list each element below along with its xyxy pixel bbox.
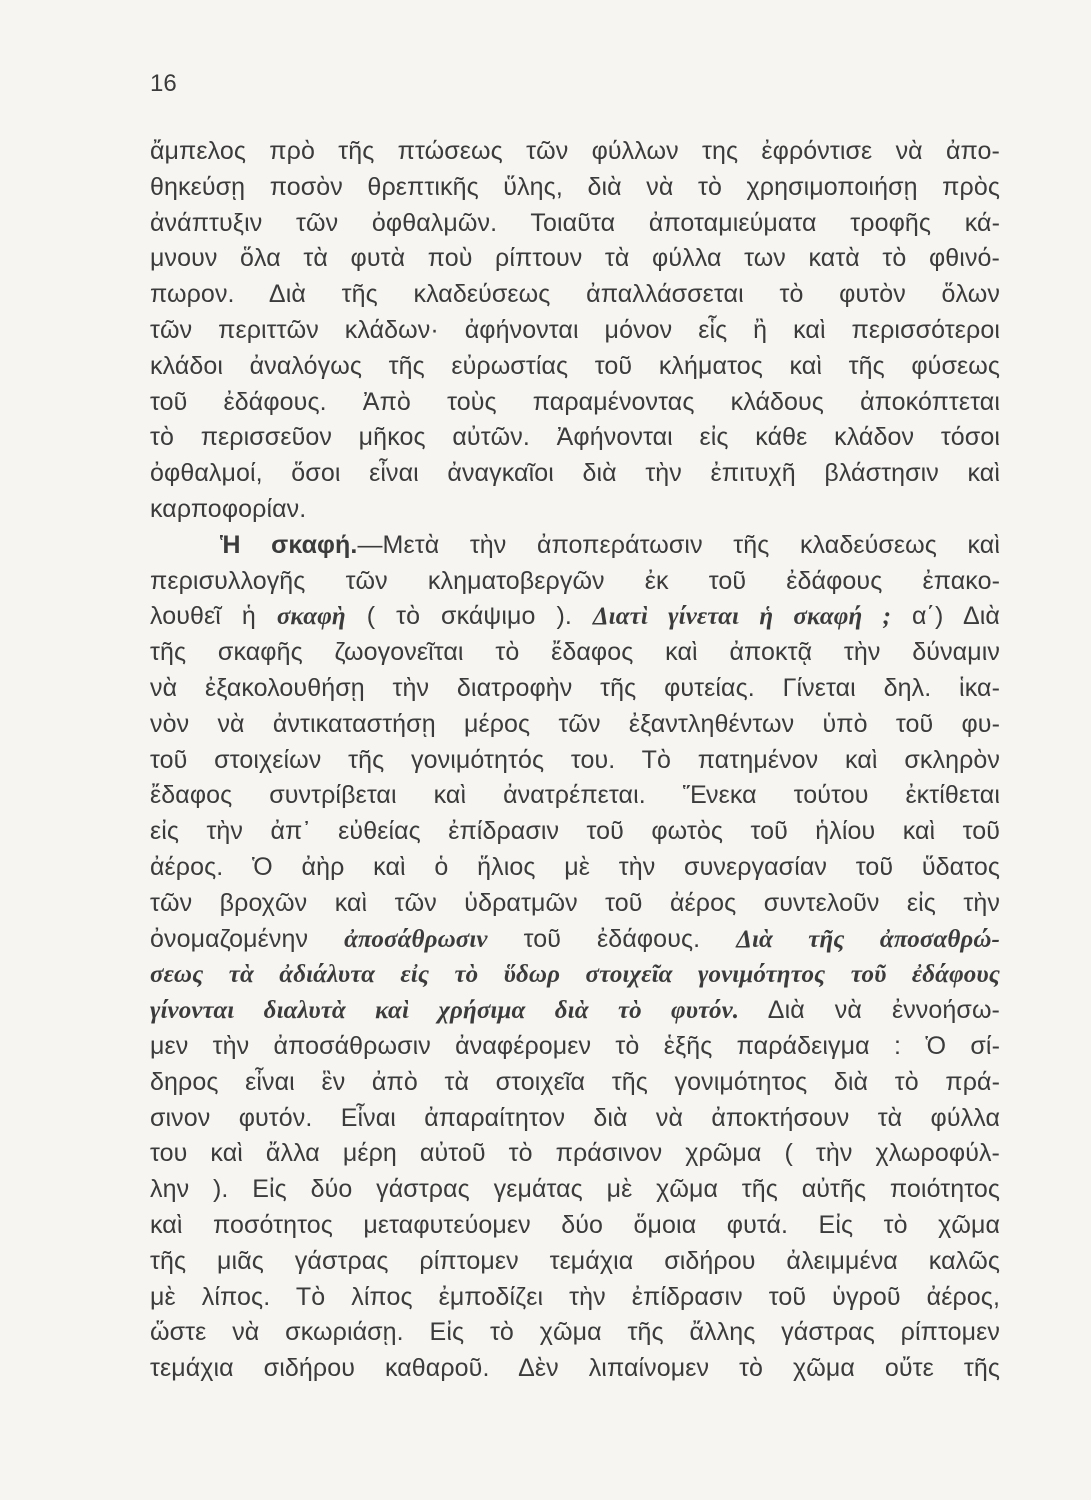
text-run: α΄) Διὰ	[891, 602, 1000, 631]
text-run: ὥστε νὰ σκωριάσῃ. Εἰς τὸ χῶμα τῆς ἄλλης γάστρας ρίπτομεν	[150, 1318, 1000, 1347]
text-run: καὶ ποσότητος μεταφυτεύομεν δύο ὅμοια φυτά. Εἰς τὸ χῶμα	[150, 1210, 1000, 1239]
text-run: τῆς σκαφῆς ζωογονεῖται τὸ ἔδαφος καὶ ἀποκτᾷ τὴν δύναμιν	[150, 638, 1000, 667]
text-line	[150, 134, 1000, 170]
text-line	[150, 492, 1000, 528]
text-run: τοῦ ἐδάφους.	[487, 924, 737, 953]
text-run: εἰς τὴν ἀπ᾽ εὐθείας ἐπίδρασιν τοῦ φωτὸς τοῦ ἡλίου καὶ τοῦ	[150, 817, 1000, 846]
text-run: ἄμπελος πρὸ τῆς πτώσεως τῶν φύλλων της ἐφρόντισε νὰ ἀπο-	[150, 137, 1000, 165]
text-line	[150, 1101, 1000, 1137]
text-line	[150, 814, 1000, 850]
text-line	[150, 564, 1000, 600]
text-line	[150, 170, 1000, 206]
text-line	[150, 420, 1000, 456]
text-line	[150, 1315, 1000, 1351]
text-run: δηρος εἶναι ἓν ἀπὸ τὰ στοιχεῖα τῆς γονιμότητος διὰ τὸ πρά-	[150, 1067, 1000, 1096]
text-line	[150, 1136, 1000, 1172]
text-line	[150, 349, 1000, 385]
text-line	[150, 635, 1000, 671]
text-line	[150, 778, 1000, 814]
text-line	[150, 456, 1000, 492]
emphasis-run: σκαφὴ	[276, 603, 346, 631]
emphasis-run: ἀποσάθρωσιν	[344, 925, 488, 953]
text-line	[150, 671, 1000, 707]
text-run: νὸν νὰ ἀντικαταστήσῃ μέρος τῶν ἐξαντληθέντων ὑπὸ τοῦ φυ-	[150, 709, 1000, 738]
text-run: θηκεύσῃ ποσὸν θρεπτικῆς ὕλης, διὰ νὰ τὸ χρησιμοποιήσῃ πρὸς	[150, 172, 1000, 201]
text-run: σινον φυτόν. Εἶναι ἀπαραίτητον διὰ νὰ ἀποκτήσουν τὰ φύλλα	[150, 1103, 1000, 1132]
text-line	[150, 528, 1000, 564]
text-line	[150, 1172, 1000, 1208]
text-line	[150, 277, 1000, 313]
text-line	[150, 1244, 1000, 1280]
text-line	[150, 1280, 1000, 1316]
section-heading: Ἡ σκαφή.	[220, 530, 358, 559]
body-text	[150, 134, 1000, 1387]
text-line	[150, 1065, 1000, 1101]
text-run: νὰ ἐξακολουθήσῃ τὴν διατροφὴν τῆς φυτείας. Γίνεται δηλ. ἱκα-	[150, 673, 1000, 702]
text-run: πωρον. Διὰ τῆς κλαδεύσεως ἀπαλλάσσεται τὸ φυτὸν ὅλων	[150, 280, 1000, 309]
text-run: περισυλλογῆς τῶν κληματοβεργῶν ἐκ τοῦ ἐδάφους ἐπακο-	[150, 566, 1000, 595]
text-run: ἀνάπτυξιν τῶν ὀφθαλμῶν. Τοιαῦτα ἀποταμιεύματα τροφῆς κά-	[150, 208, 1000, 237]
text-run: λουθεῖ ἡ	[150, 602, 277, 631]
text-run: καρποφορίαν.	[150, 494, 307, 523]
text-run: τῆς μιᾶς γάστρας ρίπτομεν τεμάχια σιδήρου ἀλειμμένα καλῶς	[150, 1246, 1000, 1275]
emphasis-run: Διατὶ γίνεται ἡ σκαφή ;	[592, 603, 892, 631]
text-line	[150, 241, 1000, 277]
text-run: Διὰ νὰ ἐννοήσω-	[739, 996, 1000, 1025]
text-line	[150, 1208, 1000, 1244]
text-line	[150, 599, 1000, 635]
emphasis-run: σεως τὰ ἀδιάλυτα εἰς τὸ ὕδωρ στοιχεῖα γονιμότητος τοῦ ἐδάφους	[150, 961, 1000, 989]
text-run: τοῦ στοιχείων τῆς γονιμότητός του. Τὸ πατημένον καὶ σκληρὸν	[150, 745, 1000, 774]
text-run: μνουν ὅλα τὰ φυτὰ ποὺ ρίπτουν τὰ φύλλα των κατὰ τὸ φθινό-	[150, 244, 1000, 273]
text-run: ὀνομαζομένην	[150, 924, 345, 953]
text-line	[150, 707, 1000, 743]
text-line	[150, 313, 1000, 349]
text-line	[150, 850, 1000, 886]
text-run: τῶν περιττῶν κλάδων· ἀφήνονται μόνον εἷς ἢ καὶ περισσότεροι	[150, 315, 1000, 344]
text-run: τοῦ ἐδάφους. Ἀπὸ τοὺς παραμένοντας κλάδους ἀποκόπτεται	[150, 387, 1000, 416]
text-run: τῶν βροχῶν καὶ τῶν ὑδρατμῶν τοῦ ἀέρος συντελοῦν εἰς τὴν	[150, 888, 1000, 917]
text-run: ἀέρος. Ὁ ἀὴρ καὶ ὁ ἥλιος μὲ τὴν συνεργασίαν τοῦ ὕδατος	[150, 852, 1000, 881]
text-run: κλάδοι ἀναλόγως τῆς εὐρωστίας τοῦ κλήματος καὶ τῆς φύσεως	[150, 351, 1000, 380]
text-run: τὸ περισσεῦον μῆκος αὐτῶν. Ἀφήνονται εἰς κάθε κλάδον τόσοι	[150, 423, 1000, 452]
text-run: μεν τὴν ἀποσάθρωσιν ἀναφέρομεν τὸ ἑξῆς παράδειγμα : Ὁ σί-	[150, 1031, 1000, 1060]
emphasis-run: Διὰ τῆς ἀποσαθρώ-	[736, 925, 1000, 953]
text-run: του καὶ ἄλλα μέρη αὐτοῦ τὸ πράσινον χρῶμα ( τὴν χλωροφύλ-	[150, 1139, 1000, 1168]
text-run: τεμάχια σιδήρου καθαροῦ. Δὲν λιπαίνομεν τὸ χῶμα οὔτε τῆς	[150, 1354, 1000, 1383]
text-run: ἔδαφος συντρίβεται καὶ ἀνατρέπεται. Ἕνεκα τούτου ἐκτίθεται	[150, 781, 1000, 810]
text-run: ( τὸ σκάψιμο ).	[345, 602, 593, 631]
text-line	[150, 993, 1000, 1029]
text-line	[150, 886, 1000, 922]
text-line	[150, 1029, 1000, 1065]
text-line	[150, 206, 1000, 242]
text-line	[150, 1351, 1000, 1387]
text-run: ὀφθαλμοί, ὅσοι εἶναι ἀναγκαῖοι διὰ τὴν ἐπιτυχῆ βλάστησιν καὶ	[150, 459, 1000, 488]
page-number: 16	[150, 70, 177, 97]
text-line	[150, 385, 1000, 421]
text-run: —Μετὰ τὴν ἀποπεράτωσιν τῆς κλαδεύσεως καὶ	[357, 530, 1000, 559]
text-line	[150, 922, 1000, 958]
text-run: μὲ λίπος. Τὸ λίπος ἐμποδίζει τὴν ἐπίδρασιν τοῦ ὑγροῦ ἀέρος,	[150, 1282, 1000, 1311]
text-run: λην ). Εἰς δύο γάστρας γεμάτας μὲ χῶμα τῆς αὐτῆς ποιότητος	[150, 1175, 1000, 1204]
text-line	[150, 957, 1000, 993]
emphasis-run: γίνονται διαλυτὰ καὶ χρήσιμα διὰ τὸ φυτόν.	[150, 997, 740, 1025]
text-line	[150, 743, 1000, 779]
